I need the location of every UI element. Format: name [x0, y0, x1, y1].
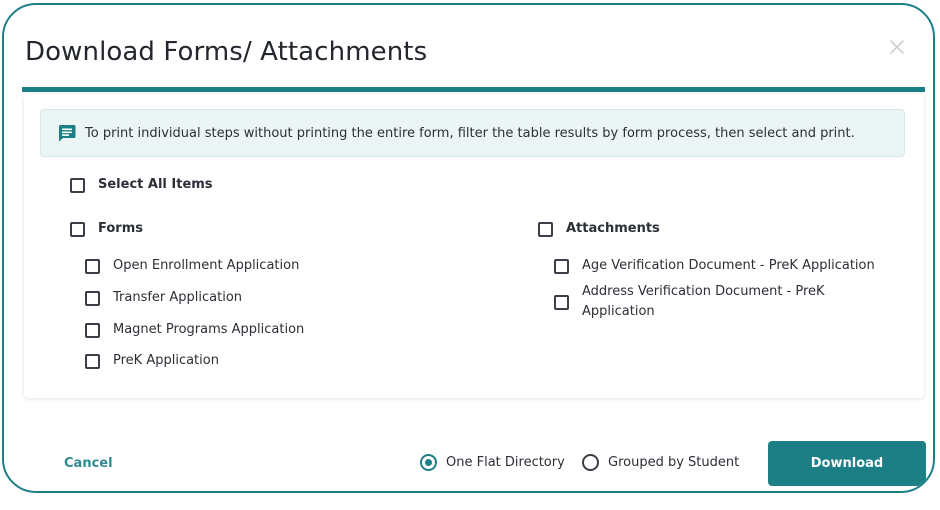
content-card	[24, 95, 924, 398]
attachment-item-checkbox[interactable]	[554, 259, 569, 274]
form-item-checkbox[interactable]	[85, 259, 100, 274]
header-accent-bar	[22, 87, 925, 92]
form-item-label: PreK Application	[113, 353, 219, 368]
attachment-item-age-verification[interactable]	[554, 256, 875, 276]
form-item-transfer[interactable]	[85, 288, 242, 308]
forms-label: Forms	[98, 221, 143, 236]
attachment-item-label: Address Verification Document - PreK Application	[582, 284, 825, 319]
info-banner-text: To print individual steps without printing the entire form, filter the table results by form process, then select and print.	[85, 125, 855, 141]
attachment-item-label: Age Verification Document - PreK Application	[582, 258, 875, 273]
form-item-checkbox[interactable]	[85, 291, 100, 306]
select-all-label: Select All Items	[98, 177, 213, 192]
form-item-open-enrollment[interactable]	[85, 256, 299, 276]
attachments-label: Attachments	[566, 221, 660, 236]
attachments-checkbox[interactable]	[538, 222, 553, 237]
radio-label: One Flat Directory	[446, 455, 565, 470]
form-item-label: Open Enrollment Application	[113, 258, 300, 273]
cancel-button[interactable]: Cancel	[64, 456, 113, 471]
forms-group-option[interactable]	[70, 219, 143, 239]
forms-checkbox[interactable]	[70, 222, 85, 237]
download-dialog	[2, 3, 935, 493]
form-item-checkbox[interactable]	[85, 354, 100, 369]
select-all-option[interactable]	[70, 175, 213, 195]
attachments-group-option[interactable]	[538, 219, 660, 239]
download-button[interactable]: Download	[768, 441, 926, 486]
radio-one-flat-directory[interactable]	[420, 454, 437, 471]
radio-label: Grouped by Student	[608, 455, 740, 470]
close-icon[interactable]	[889, 39, 905, 55]
form-item-label: Magnet Programs Application	[113, 322, 305, 337]
radio-grouped-by-student[interactable]	[582, 454, 599, 471]
form-item-magnet[interactable]	[85, 320, 304, 340]
form-item-checkbox[interactable]	[85, 323, 100, 338]
option-grouped-by-student[interactable]	[582, 454, 739, 471]
form-item-label: Transfer Application	[113, 290, 243, 305]
option-one-flat-directory[interactable]	[420, 454, 565, 471]
form-item-prek[interactable]	[85, 351, 219, 371]
info-banner	[40, 109, 905, 157]
dialog-title: Download Forms/ Attachments	[25, 37, 428, 67]
attachment-item-address-verification[interactable]	[554, 282, 842, 322]
attachment-item-checkbox[interactable]	[554, 295, 569, 310]
message-icon	[57, 123, 77, 143]
select-all-checkbox[interactable]	[70, 178, 85, 193]
